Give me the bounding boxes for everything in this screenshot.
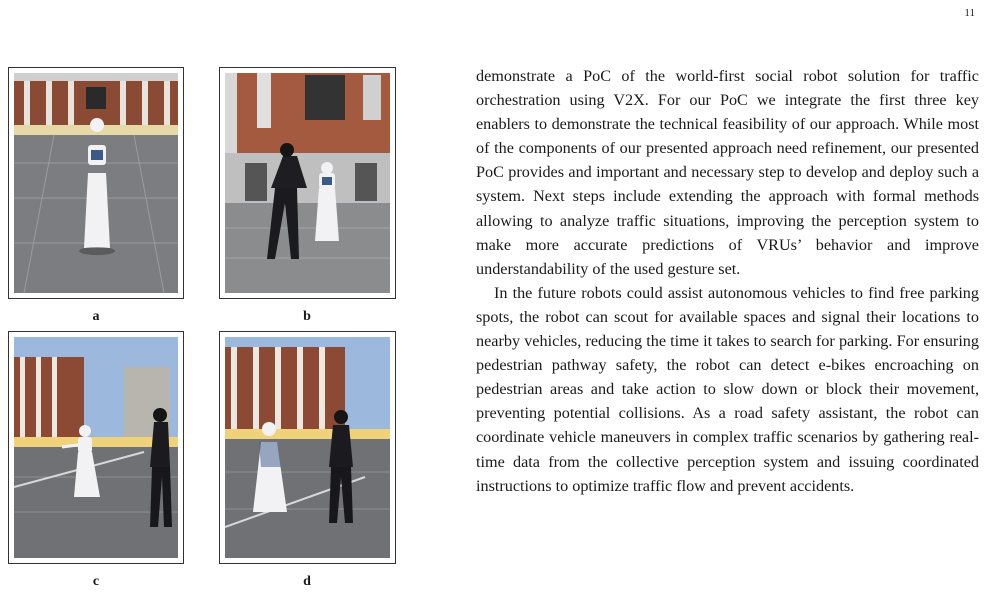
figure-caption-a: a — [92, 309, 100, 324]
photo-pedestrian-passing-robot — [225, 73, 390, 293]
body-text-column — [476, 64, 979, 498]
photo-robot-plaza — [14, 73, 178, 293]
figure-panel-a — [8, 67, 184, 299]
figure-panel-b — [219, 67, 396, 299]
figure-caption-b: b — [303, 309, 311, 324]
paragraph-1: demonstrate a PoC of the world-first social robot solution for traffic orchestration using V2X. For our PoC we integrate the first three key enablers to demonstrate the technical feasibility of our approach. While most of the components of our presented approach need refinement, our presented PoC provides and important and necessary step to develop and deploy such a system. Next steps include extending the approach with formal methods allowing to analyze traffic situations, improving the perception system to make more accurate predictions of VRUs’ behavior and improve understandability of the used gesture set. — [476, 67, 979, 278]
figure-panel-d — [219, 331, 396, 564]
photo-robot-and-pedestrian-dusk — [225, 337, 390, 558]
figure-panel-c — [8, 331, 184, 564]
figure-caption-c: c — [92, 574, 100, 589]
photo-robot-gesturing-dusk — [14, 337, 178, 558]
figure-caption-d: d — [303, 574, 311, 589]
paragraph-2: In the future robots could assist autonomous vehicles to find free parking spots, the robot can scout for available spaces and signal their locations to nearby vehicles, reducing the time it takes to search for parking. For ensuring pedestrian pathway safety, the robot can detect e-bikes encroaching on pedestrian areas and take action to slow down or block their movement, preventing potential collisions. As a road safety assistant, the robot can coordinate vehicle maneuvers in complex traffic scenarios by gathering real-time data from the collective perception system and issuing coordinated instructions to optimize traffic flow and prevent accidents. — [476, 283, 979, 495]
page-number: 11 — [964, 7, 975, 19]
